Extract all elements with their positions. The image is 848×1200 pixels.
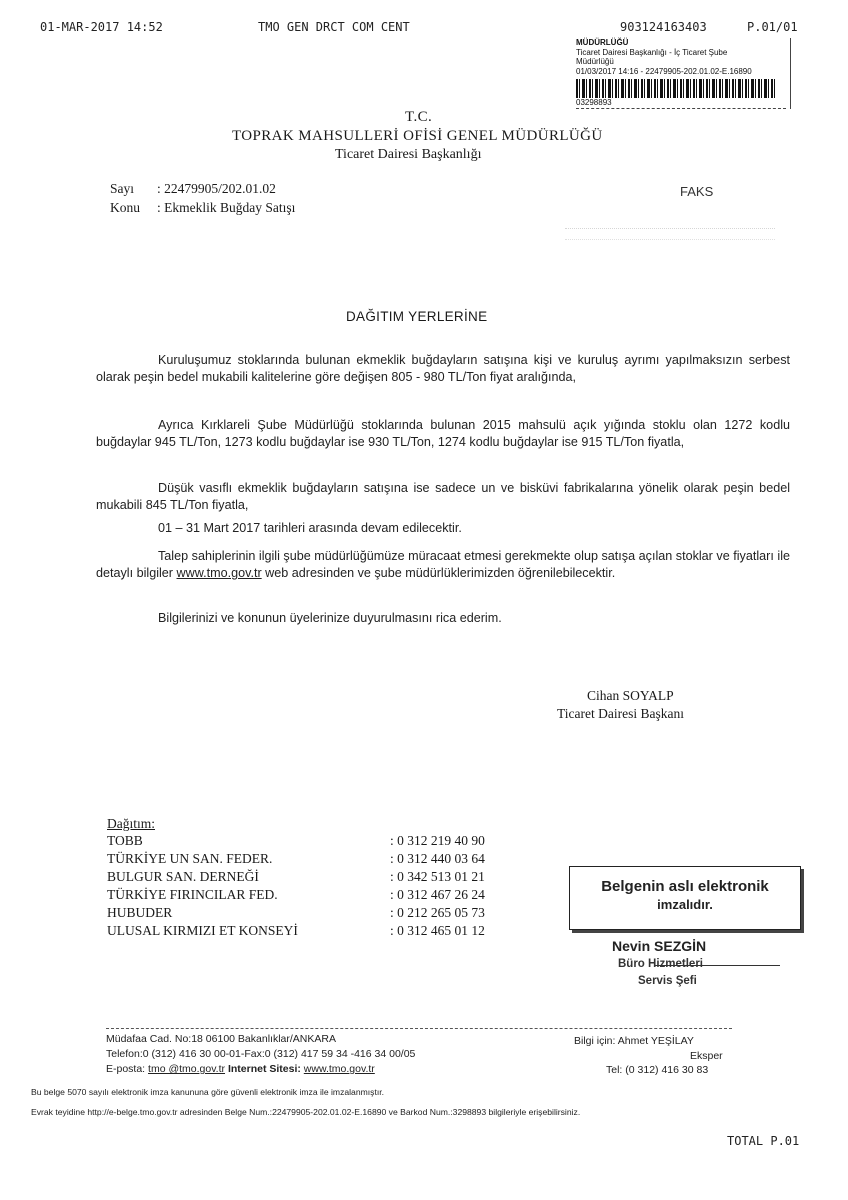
konu-label: Konu: [110, 200, 140, 215]
fax-page: P.01/01: [747, 20, 798, 34]
fax-phone: 903124163403: [620, 20, 707, 34]
distribution-phone: : 0 212 265 05 73: [390, 905, 485, 920]
registry-stamp: [576, 38, 791, 109]
distribution-name: TÜRKİYE FIRINCILAR FED.: [107, 887, 278, 902]
signatory-name: Cihan SOYALP: [587, 688, 674, 703]
sayi-label: Sayı: [110, 181, 135, 196]
footer-info-contact: Bilgi için: Ahmet YEŞİLAY: [574, 1035, 694, 1047]
paragraph-5: [96, 548, 790, 582]
stamp-line-4: 01/03/2017 14:16 - 22479905-202.01.02-E.16890: [576, 66, 752, 76]
distribution-name: ULUSAL KIRMIZI ET KONSEYİ: [107, 923, 298, 938]
footer-address: Müdafaa Cad. No:18 06100 Bakanlıklar/ANKARA: [106, 1033, 336, 1045]
certifier-role-2: Servis Şefi: [638, 975, 697, 987]
faks-label: FAKS: [680, 184, 714, 199]
signatory-title: Ticaret Dairesi Başkanı: [557, 706, 684, 721]
sayi-value: : 22479905/202.01.02: [157, 181, 276, 196]
fax-total-pages: TOTAL P.01: [727, 1134, 800, 1148]
distribution-name: BULGUR SAN. DERNEĞİ: [107, 869, 259, 884]
distribution-phone: : 0 312 465 01 12: [390, 923, 485, 938]
letterhead-organization: TOPRAK MAHSULLERİ OFİSİ GENEL MÜDÜRLÜĞÜ: [232, 128, 603, 144]
letterhead-department: Ticaret Dairesi Başkanlığı: [335, 147, 482, 162]
footer-contact: [106, 1063, 375, 1075]
email-link[interactable]: tmo @tmo.gov.tr: [148, 1063, 226, 1075]
certifier-role-1: Büro Hizmetleri: [618, 958, 703, 970]
certified-line-1: Belgenin aslı elektronik: [601, 878, 769, 895]
distribution-heading: Dağıtım:: [107, 816, 155, 831]
distribution-phone: : 0 312 440 03 64: [390, 851, 485, 866]
footer-info-tel: Tel: (0 312) 416 30 83: [606, 1064, 709, 1076]
paragraph-3-text: Düşük vasıflı ekmeklik buğdayların satışına ise sadece un ve bisküvi fabrikalarına yönelik olarak peşin bedel mukabili 845 TL/Ton fiyatla,: [96, 481, 790, 512]
fax-sender: TMO GEN DRCT COM CENT: [258, 20, 410, 34]
stamp-line-3: Müdürlüğü: [576, 57, 614, 67]
distribution-phone: : 0 342 513 01 21: [390, 869, 485, 884]
footer-divider: [106, 1028, 732, 1029]
internet-label: Internet Sitesi:: [227, 1063, 301, 1075]
strike-scribble: [655, 965, 780, 966]
paragraph-4-text: 01 – 31 Mart 2017 tarihleri arasında devam edilecektir.: [158, 521, 462, 535]
certified-line-2: imzalıdır.: [657, 897, 713, 912]
legal-notice-2: Evrak teyidine http://e-belge.tmo.gov.tr adresinden Belge Num.:22479905-202.01.02-E.16890 ve Barkod Num.:3298893 bilgileriyle erişebilirsiniz.: [31, 1107, 581, 1117]
tmo-website-link[interactable]: www.tmo.gov.tr: [176, 566, 262, 580]
footer-phones: Telefon:0 (312) 416 30 00-01-Fax:0 (312) 417 59 34 -416 34 00/05: [106, 1048, 416, 1060]
fax-noise-mark: [565, 228, 775, 240]
internet-link[interactable]: www.tmo.gov.tr: [303, 1063, 375, 1075]
recipient-heading: DAĞITIM YERLERİNE: [346, 309, 488, 324]
distribution-name: TÜRKİYE UN SAN. FEDER.: [107, 851, 273, 866]
distribution-name: HUBUDER: [107, 905, 173, 920]
letterhead-tc: T.C.: [405, 109, 433, 125]
certified-copy-box: [569, 866, 801, 930]
distribution-phone: : 0 312 467 26 24: [390, 887, 485, 902]
paragraph-6: [96, 610, 790, 627]
legal-notice-1: Bu belge 5070 sayılı elektronik imza kanununa göre güvenli elektronik imza ile imzalanmıştır.: [31, 1087, 385, 1097]
konu-value: : Ekmeklik Buğday Satışı: [157, 200, 296, 215]
fax-date-time: 01-MAR-2017 14:52: [40, 20, 163, 34]
distribution-name: TOBB: [107, 833, 143, 848]
paragraph-6-text: Bilgilerinizi ve konunun üyelerinize duyurulmasını rica ederim.: [158, 611, 502, 625]
barcode: [576, 79, 776, 98]
paragraph-4: [96, 520, 790, 537]
paragraph-2-text: Ayrıca Kırklareli Şube Müdürlüğü stoklarında bulunan 2015 mahsulü açık yığında stoklu olan 1272 kodlu buğdaylar 945 TL/Ton, 1273 kodlu buğdaylar ise 930 TL/Ton, 1274 kodlu buğdaylar ise 915 TL/Ton fiyatla,: [96, 418, 790, 449]
distribution-phone: : 0 312 219 40 90: [390, 833, 485, 848]
stamp-line-1: MÜDÜRLÜĞÜ: [576, 38, 629, 47]
paragraph-5-text-a: Talep sahiplerinin ilgili şube müdürlüğümüze müracaat etmesi gerekmekte olup satışa açılan stoklar ve fiyatları ile detaylı bilgiler: [96, 549, 790, 580]
email-label: E-posta:: [106, 1063, 146, 1075]
footer-info-title: Eksper: [690, 1050, 723, 1062]
barcode-number: 03298893: [576, 98, 786, 109]
certifier-name: Nevin SEZGİN: [612, 938, 707, 954]
paragraph-5-text-b: web adresinden ve şube müdürlüklerimizden öğrenilebilecektir.: [265, 566, 616, 580]
paragraph-1: [96, 352, 790, 386]
paragraph-2: [96, 417, 790, 451]
paragraph-1-text: Kuruluşumuz stoklarında bulunan ekmeklik buğdayların satışına kişi ve kuruluş ayrımı yapılmaksızın serbest olarak peşin bedel mukabili kalitelerine göre değişen 805 - 980 TL/Ton fiyat aralığında,: [96, 353, 790, 384]
paragraph-3: [96, 480, 790, 514]
stamp-line-2: Ticaret Dairesi Başkanlığı - İç Ticaret Şube: [576, 47, 728, 57]
